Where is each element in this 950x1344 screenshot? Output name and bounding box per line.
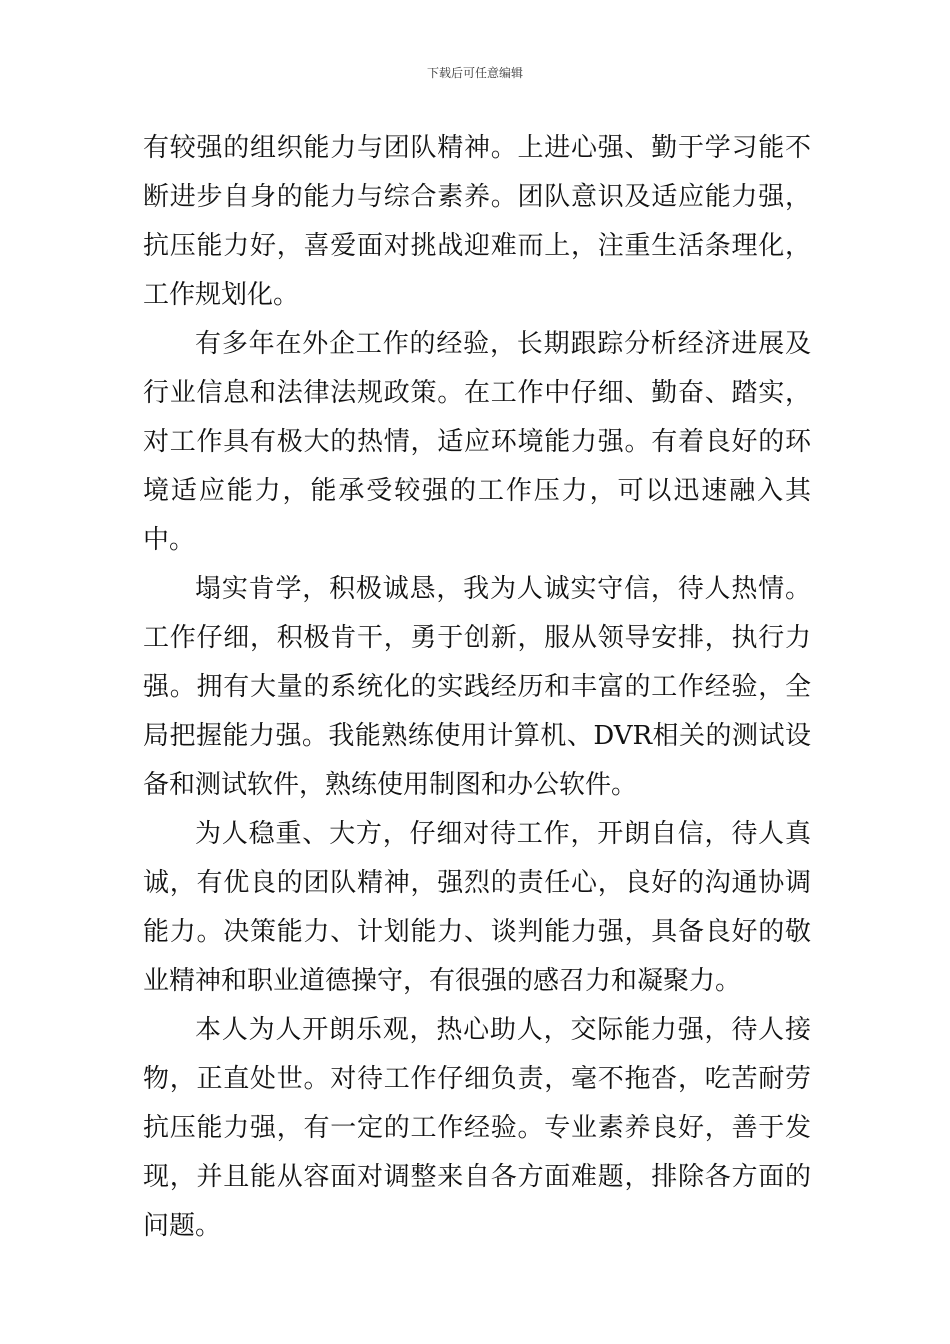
- paragraph-4: 为人稳重、大方，仔细对待工作，开朗自信，待人真诚，有优良的团队精神，强烈的责任心，良好的沟通协调能力。决策能力、计划能力、谈判能力强，具备良好的敬业精神和职业道德操守，有很强的感召力和凝聚力。: [143, 819, 811, 996]
- document-body: [143, 124, 811, 1251]
- paragraph-5: 本人为人开朗乐观，热心助人，交际能力强，待人接物，正直处世。对待工作仔细负责，毫不拖沓，吃苦耐劳抗压能力强，有一定的工作经验。专业素养良好，善于发现，并且能从容面对调整来自各方面难题，排除各方面的问题。: [143, 1015, 811, 1241]
- paragraph-1: 有较强的组织能力与团队精神。上进心强、勤于学习能不断进步自身的能力与综合素养。团队意识及适应能力强，抗压能力好，喜爱面对挑战迎难而上，注重生活条理化，工作规划化。: [143, 133, 811, 310]
- paragraph-3: 塌实肯学，积极诚恳，我为人诚实守信，待人热情。工作仔细，积极肯干，勇于创新，服从领导安排，执行力强。拥有大量的系统化的实践经历和丰富的工作经验，全局把握能力强。我能熟练使用计算机、DVR相关的测试设备和测试软件，熟练使用制图和办公软件。: [143, 574, 811, 800]
- paragraph-2: 有多年在外企工作的经验，长期跟踪分析经济进展及行业信息和法律法规政策。在工作中仔细、勤奋、踏实，对工作具有极大的热情，适应环境能力强。有着良好的环境适应能力，能承受较强的工作压力，可以迅速融入其中。: [143, 329, 811, 555]
- page-header: 下载后可任意编辑: [426, 66, 523, 80]
